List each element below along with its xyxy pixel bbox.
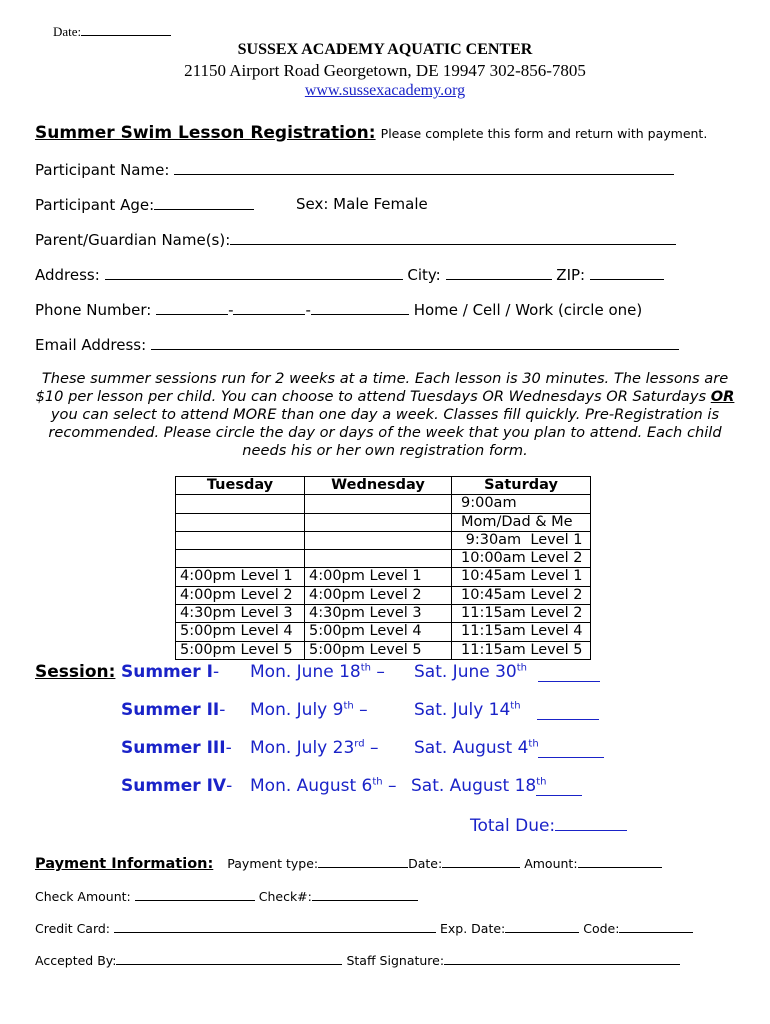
payment-title: Payment Information: (35, 856, 214, 872)
info-or-emphasis: OR (710, 388, 735, 405)
session-blank[interactable] (536, 780, 582, 796)
session-end-sup: th (536, 776, 547, 788)
session-name (121, 662, 219, 682)
email-blank[interactable] (151, 335, 679, 350)
schedule-row (176, 495, 591, 513)
schedule-cell-wednesday[interactable]: 5:00pm Level 4 (305, 623, 452, 641)
session-suffix: - (225, 738, 232, 758)
info-paragraph (0, 370, 770, 460)
session-name-text: Summer I (121, 662, 213, 682)
email-field[interactable] (35, 335, 679, 354)
city-blank[interactable] (446, 265, 552, 280)
date-field[interactable] (53, 23, 171, 40)
guardian-blank[interactable] (230, 230, 676, 245)
check-amount-blank[interactable] (135, 886, 255, 901)
schedule-cell-wednesday[interactable]: 5:00pm Level 5 (305, 641, 452, 659)
session-start-date (250, 700, 368, 720)
session-end-date (414, 700, 521, 720)
session-start-text: Mon. July 9 (250, 700, 344, 720)
info-line: you can select to attend MORE than one day a week. Classes fill quickly. Pre-Registration is (50, 406, 720, 423)
date-blank[interactable] (81, 23, 171, 36)
schedule-row (176, 623, 591, 641)
session-suffix: - (219, 700, 226, 720)
schedule-row (176, 586, 591, 604)
check-number-label: Check#: (258, 889, 312, 904)
participant-name-label: Participant Name: (35, 161, 170, 179)
schedule-cell-saturday[interactable]: 11:15am Level 2 (452, 605, 591, 623)
schedule-cell-tuesday[interactable]: 4:30pm Level 3 (176, 605, 305, 623)
schedule-cell-wednesday[interactable] (305, 550, 452, 568)
session-suffix: - (226, 776, 233, 796)
phone-label: Phone Number: (35, 301, 152, 319)
participant-age-label: Participant Age: (35, 196, 155, 214)
sex-field[interactable]: Sex: Male Female (296, 195, 428, 213)
phone-field[interactable] (35, 300, 642, 319)
schedule-cell-wednesday[interactable] (305, 513, 452, 531)
payment-row-2 (35, 886, 418, 904)
org-name: SUSSEX ACADEMY AQUATIC CENTER (237, 41, 533, 58)
schedule-cell-saturday[interactable]: 9:30am Level 1 (452, 531, 591, 549)
payment-row-1 (35, 853, 662, 872)
phone-line-blank[interactable] (311, 300, 409, 315)
schedule-header-row (176, 477, 591, 495)
session-name-text: Summer II (121, 700, 220, 720)
session-name (121, 738, 232, 758)
participant-name-field[interactable] (35, 160, 674, 179)
schedule-cell-wednesday[interactable]: 4:00pm Level 2 (305, 586, 452, 604)
session-start-date (250, 738, 378, 758)
zip-label: ZIP: (556, 266, 586, 284)
session-dash: – (370, 662, 385, 682)
payment-type-label: Payment type: (227, 856, 319, 871)
schedule-cell-tuesday[interactable] (176, 513, 305, 531)
website-link[interactable]: www.sussexacademy.org (304, 82, 466, 99)
schedule-cell-tuesday[interactable] (176, 531, 305, 549)
schedule-cell-saturday[interactable]: Mom/Dad & Me (452, 513, 591, 531)
session-blank[interactable] (537, 704, 599, 720)
form-instruction: Please complete this form and return with payment. (380, 126, 708, 141)
session-start-text: Mon. July 23 (250, 738, 355, 758)
session-label: Session: (35, 662, 116, 682)
info-line (0, 388, 770, 406)
schedule-cell-wednesday[interactable] (305, 495, 452, 513)
schedule-row (176, 531, 591, 549)
schedule-header-wednesday[interactable]: Wednesday (305, 477, 452, 495)
info-line-text: $10 per lesson per child. You can choose to attend Tuesdays OR Wednesdays OR Saturdays (35, 388, 711, 405)
total-due-blank[interactable] (555, 815, 627, 831)
schedule-row (176, 605, 591, 623)
session-start-sup: th (343, 700, 354, 712)
schedule-cell-tuesday[interactable]: 4:00pm Level 2 (176, 586, 305, 604)
schedule-row (176, 568, 591, 586)
date-label: Date: (53, 24, 82, 39)
phone-dash: - (305, 301, 311, 319)
schedule-header-saturday[interactable]: Saturday (452, 477, 591, 495)
schedule-header-tuesday[interactable]: Tuesday (176, 477, 305, 495)
schedule-cell-wednesday[interactable]: 4:00pm Level 1 (305, 568, 452, 586)
exp-date-label: Exp. Date: (440, 921, 506, 936)
staff-signature-label: Staff Signature: (346, 953, 445, 968)
session-name (121, 700, 225, 720)
code-blank[interactable] (619, 918, 693, 933)
participant-age-blank[interactable] (154, 195, 254, 210)
participant-name-blank[interactable] (174, 160, 674, 175)
credit-card-label: Credit Card: (35, 921, 111, 936)
payment-date-blank[interactable] (442, 853, 520, 868)
session-dash: – (353, 700, 368, 720)
schedule-cell-tuesday[interactable]: 4:00pm Level 1 (176, 568, 305, 586)
session-dash: – (382, 776, 397, 796)
session-start-text: Mon. August 6 (250, 776, 373, 796)
schedule-cell-tuesday[interactable] (176, 550, 305, 568)
session-end-text: Sat. June 30 (414, 662, 517, 682)
total-due-label: Total Due: (470, 816, 556, 836)
session-start-sup: rd (354, 738, 365, 750)
zip-blank[interactable] (590, 265, 664, 280)
session-end-sup: th (528, 738, 539, 750)
schedule-cell-saturday[interactable]: 11:15am Level 5 (452, 641, 591, 659)
payment-row-4 (35, 950, 680, 968)
staff-signature-blank[interactable] (444, 950, 680, 965)
session-end-sup: th (510, 700, 521, 712)
city-label: City: (407, 266, 441, 284)
address-blank[interactable] (105, 265, 403, 280)
schedule-cell-saturday[interactable]: 10:00am Level 2 (452, 550, 591, 568)
session-start-date (250, 776, 397, 796)
schedule-cell-saturday[interactable]: 10:45am Level 1 (452, 568, 591, 586)
phone-type-label[interactable]: Home / Cell / Work (circle one) (413, 301, 643, 319)
info-line: These summer sessions run for 2 weeks at a time. Each lesson is 30 minutes. The lessons are (41, 370, 729, 387)
payment-date-label: Date: (408, 856, 443, 871)
phone-prefix-blank[interactable] (233, 300, 305, 315)
schedule-cell-saturday[interactable]: 11:15am Level 4 (452, 623, 591, 641)
schedule-cell-saturday[interactable]: 9:00am (452, 495, 591, 513)
session-start-date (250, 662, 385, 682)
form-title-row (35, 123, 707, 143)
session-dash: – (364, 738, 379, 758)
session-end-date (411, 776, 546, 796)
session-suffix: - (212, 662, 220, 682)
exp-date-blank[interactable] (505, 918, 579, 933)
session-start-text: Mon. June 18 (250, 662, 361, 682)
schedule-cell-wednesday[interactable]: 4:30pm Level 3 (305, 605, 452, 623)
session-end-text: Sat. July 14 (414, 700, 511, 720)
org-address: 21150 Airport Road Georgetown, DE 19947 302-856-7805 (184, 61, 586, 80)
payment-amount-blank[interactable] (578, 853, 662, 868)
code-label: Code: (583, 921, 620, 936)
payment-amount-label: Amount: (524, 856, 578, 871)
session-name-text: Summer IV (121, 776, 227, 796)
address-field[interactable] (35, 265, 664, 284)
phone-dash: - (228, 301, 234, 319)
session-blank[interactable] (538, 742, 604, 758)
schedule-row (176, 550, 591, 568)
session-end-text: Sat. August 4 (414, 738, 529, 758)
guardian-label: Parent/Guardian Name(s): (35, 231, 231, 249)
phone-area-blank[interactable] (156, 300, 228, 315)
session-name (121, 776, 232, 796)
check-number-blank[interactable] (312, 886, 418, 901)
session-end-text: Sat. August 18 (411, 776, 537, 796)
check-amount-label: Check Amount: (35, 889, 131, 904)
schedule-cell-tuesday[interactable]: 5:00pm Level 5 (176, 641, 305, 659)
info-line: recommended. Please circle the day or days of the week that you plan to attend. Each child (48, 424, 722, 441)
session-blank[interactable] (538, 666, 600, 682)
payment-row-3 (35, 918, 693, 936)
schedule-cell-wednesday[interactable] (305, 531, 452, 549)
schedule-cell-tuesday[interactable] (176, 495, 305, 513)
schedule-cell-tuesday[interactable]: 5:00pm Level 4 (176, 623, 305, 641)
session-end-sup: th (516, 662, 528, 674)
schedule-row (176, 641, 591, 659)
form-title: Summer Swim Lesson Registration: (35, 123, 376, 143)
address-label: Address: (35, 266, 100, 284)
session-start-sup: th (372, 776, 383, 788)
session-end-date (414, 738, 539, 758)
credit-card-blank[interactable] (114, 918, 436, 933)
participant-age-field[interactable] (35, 195, 254, 214)
guardian-field[interactable] (35, 230, 676, 249)
schedule-table (175, 476, 591, 660)
session-start-sup: th (360, 662, 371, 674)
email-label: Email Address: (35, 336, 147, 354)
accepted-by-blank[interactable] (116, 950, 342, 965)
payment-type-blank[interactable] (318, 853, 408, 868)
accepted-by-label: Accepted By: (35, 953, 117, 968)
total-due-field[interactable] (470, 815, 627, 836)
session-name-text: Summer III (121, 738, 226, 758)
schedule-row (176, 513, 591, 531)
info-line: needs his or her own registration form. (242, 442, 528, 459)
session-end-date (414, 662, 527, 682)
schedule-cell-saturday[interactable]: 10:45am Level 2 (452, 586, 591, 604)
